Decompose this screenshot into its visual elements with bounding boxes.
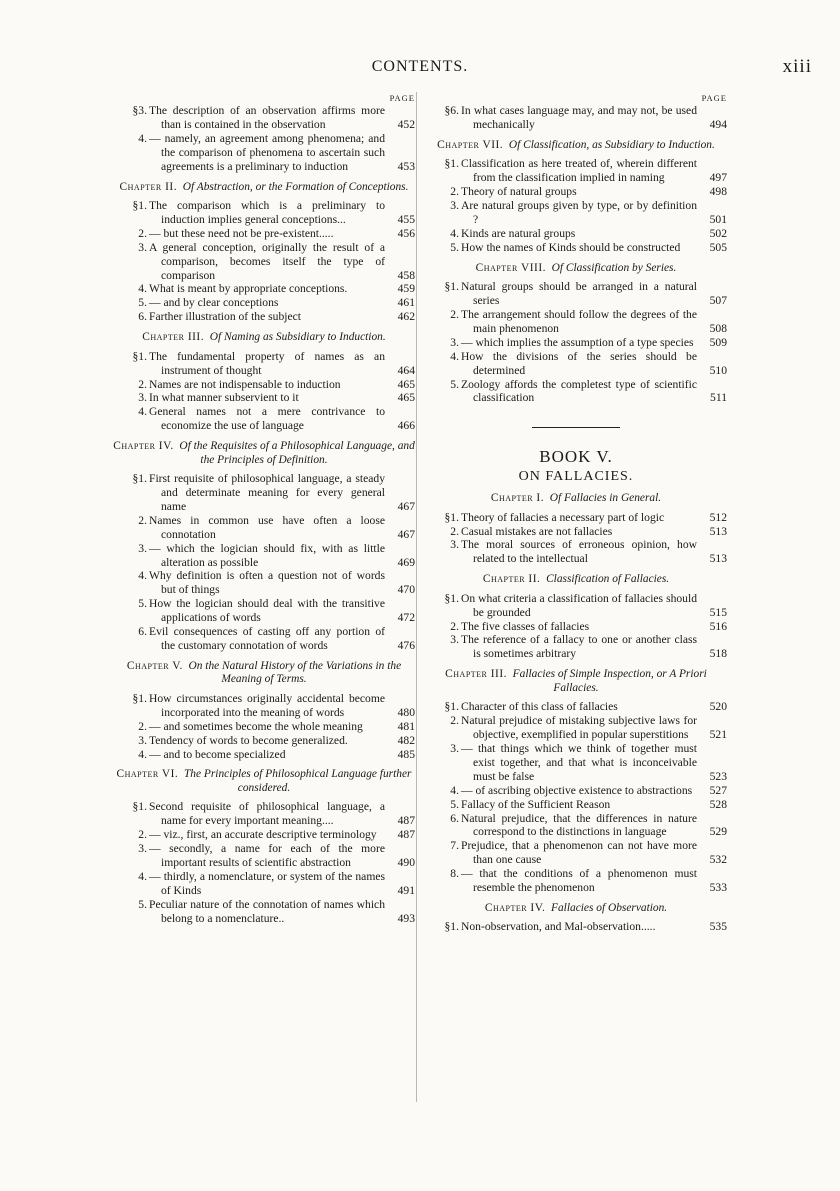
toc-entry[interactable] (113, 132, 415, 174)
section-number: 3. (450, 335, 459, 349)
section-text: Second requisite of philosophical language, a name for every important meaning.... (149, 800, 385, 828)
page-ref: 498 (709, 185, 727, 199)
chapter-heading (425, 262, 727, 276)
section-number: 2. (450, 185, 459, 199)
page-ref: 490 (397, 856, 415, 870)
section-text: Fallacy of the Sufficient Reason (461, 797, 611, 811)
section-text: Classification as here treated of, wherein different from the classification implied in naming (461, 157, 697, 185)
page-ref: 456 (397, 226, 415, 240)
section-number: 3. (450, 633, 459, 647)
toc-entry[interactable] (113, 625, 415, 653)
toc-entry[interactable] (113, 241, 415, 283)
section-number: 5. (450, 797, 459, 811)
entries (113, 800, 415, 925)
chapter-title: Of Abstraction, or the Formation of Conceptions. (182, 180, 409, 193)
page-ref: 482 (397, 733, 415, 747)
chapter-title: Of the Requisites of a Philosophical Language, and the Principles of Definition. (179, 440, 415, 466)
page-ref: 472 (397, 611, 415, 625)
section-text: — thirdly, a nomenclature, or system of the names of Kinds (149, 869, 385, 897)
section-text: Are natural groups given by type, or by definition ? (461, 199, 697, 226)
section-number: 4. (138, 869, 147, 883)
toc-entry[interactable] (425, 525, 727, 539)
page-ref: 493 (397, 911, 415, 925)
page-ref: 518 (709, 647, 727, 661)
page-ref: 480 (397, 705, 415, 719)
chapter-title: Of Fallacies in General. (549, 492, 662, 505)
section-number: 5. (138, 597, 147, 611)
section-rule (532, 427, 620, 428)
page-ref: 511 (710, 391, 727, 405)
section-text: — namely, an agreement among phenomena; and the comparison of phenomena to ascertain such agreements is a preliminary to induction (149, 131, 385, 173)
section-text: Kinds are natural groups (461, 226, 576, 240)
chapter-title: Of Classification by Series. (551, 261, 677, 274)
right-column (425, 92, 727, 934)
section-number: 2. (450, 714, 459, 728)
chapter-heading (113, 768, 415, 795)
toc-entry[interactable] (113, 597, 415, 625)
section-text: Peculiar nature of the connotation of names which belong to a nomenclature.. (149, 897, 385, 925)
toc-entry[interactable] (425, 920, 727, 934)
section-number: §1. (444, 510, 459, 524)
section-number: 5. (450, 240, 459, 254)
entries (113, 472, 415, 653)
toc-entry[interactable] (425, 620, 727, 634)
toc-entry[interactable] (113, 898, 415, 926)
section-text: Farther illustration of the subject (149, 310, 301, 324)
section-text: Natural prejudice of mistaking subjective laws for objective, exemplified in popular superstitions (461, 714, 697, 742)
section-number: §1. (444, 920, 459, 934)
page-column-label: PAGE (389, 93, 415, 103)
section-text: Evil consequences of casting off any portion of the customary connotation of words (149, 625, 385, 652)
toc-entry[interactable] (113, 748, 415, 762)
chapter-title: Classification of Fallacies. (546, 573, 670, 586)
section-text: — of ascribing objective existence to abstractions (461, 783, 693, 797)
section-text: How the logician should deal with the transitive applications of words (149, 597, 385, 625)
section-text: — and sometimes become the whole meaning (149, 719, 363, 733)
section-number: §1. (444, 280, 459, 294)
chapter-title: Of Naming as Subsidiary to Induction. (209, 331, 386, 344)
page-ref: 510 (709, 363, 727, 377)
section-text: First requisite of philosophical language, a steady and determinate meaning for every general name (149, 472, 385, 513)
section-text: — which the logician should fix, with as little alteration as possible (149, 541, 385, 569)
toc-entry[interactable] (425, 104, 727, 132)
section-number: 6. (138, 625, 147, 639)
toc-entry[interactable] (113, 542, 415, 570)
toc-entry[interactable] (113, 734, 415, 748)
page-ref: 487 (397, 828, 415, 842)
section-text: Non-observation, and Mal-observation..... (461, 920, 656, 934)
page-ref: 502 (709, 226, 727, 240)
page-ref: 533 (709, 881, 727, 895)
section-text: The fundamental property of names as an instrument of thought (149, 349, 385, 377)
chapter-heading (425, 492, 727, 506)
section-text: In what manner subservient to it (149, 391, 299, 405)
toc-entry[interactable] (425, 700, 727, 714)
chapter-heading (425, 668, 727, 695)
toc-entry[interactable] (113, 378, 415, 392)
page-ref: 528 (709, 797, 727, 811)
entries (113, 104, 415, 174)
chapter-heading (425, 573, 727, 587)
page-ref: 507 (709, 294, 727, 308)
chapter-title: Fallacies of Observation. (551, 901, 668, 914)
section-number: 3. (138, 733, 147, 747)
toc-entry[interactable] (425, 157, 727, 185)
section-text: Character of this class of fallacies (461, 700, 618, 714)
section-number: 6. (138, 310, 147, 324)
section-number: 3. (138, 240, 147, 254)
page-ref: 455 (397, 212, 415, 226)
page-ref: 501 (709, 212, 727, 226)
section-number: 4. (450, 783, 459, 797)
page-ref: 481 (397, 719, 415, 733)
page-ref: 462 (397, 310, 415, 324)
page-ref: 469 (397, 555, 415, 569)
toc-entry[interactable] (425, 280, 727, 308)
page-ref: 523 (709, 769, 727, 783)
section-text: Natural prejudice, that the differences in nature correspond to the distinctions in language (461, 811, 697, 839)
section-number: §1. (444, 700, 459, 714)
section-number: 4. (450, 226, 459, 240)
entries (425, 104, 727, 132)
page-ref: 513 (709, 524, 727, 538)
toc-entry[interactable] (113, 472, 415, 514)
toc-entry[interactable] (425, 798, 727, 812)
chapter-label: Chapter V. (126, 659, 183, 672)
section-text: The moral sources of erroneous opinion, how related to the intellectual (461, 538, 697, 566)
chapter-label: Chapter II. (119, 180, 178, 193)
section-number: 2. (138, 719, 147, 733)
section-text: In what cases language may, and may not, be used mechanically (461, 104, 697, 131)
page-ref: 464 (397, 363, 415, 377)
section-number: §6. (444, 104, 459, 117)
toc-entry[interactable] (113, 310, 415, 324)
chapter-label: Chapter II. (482, 573, 541, 586)
page-ref: 458 (397, 268, 415, 282)
toc-entry[interactable] (425, 350, 727, 378)
section-number: 2. (450, 619, 459, 633)
section-number: 2. (138, 828, 147, 842)
chapter-heading (113, 181, 415, 195)
section-text: — which implies the assumption of a type species (461, 335, 694, 349)
section-number: 3. (138, 541, 147, 555)
section-number: 4. (138, 569, 147, 583)
section-text: The arrangement should follow the degrees of the main phenomenon (461, 307, 697, 335)
page-ref: 513 (709, 552, 727, 566)
page-ref: 505 (709, 240, 727, 254)
page-ref: 459 (397, 282, 415, 296)
section-number: 4. (138, 282, 147, 296)
section-text: On what criteria a classification of fallacies should be grounded (461, 591, 697, 619)
toc-entry[interactable] (425, 784, 727, 798)
entries (425, 700, 727, 895)
section-number: 3. (138, 842, 147, 856)
toc-entry[interactable] (425, 538, 727, 566)
chapter-label: Chapter VIII. (475, 261, 546, 274)
column-divider (416, 92, 417, 1102)
page-ref: 527 (709, 783, 727, 797)
section-number: 2. (138, 377, 147, 391)
entries (425, 592, 727, 662)
section-number: 2. (138, 513, 147, 527)
section-text: What is meant by appropriate conceptions. (149, 282, 348, 296)
section-number: 4. (450, 349, 459, 363)
page-ref: 516 (709, 619, 727, 633)
toc-entry[interactable] (425, 839, 727, 867)
page-ref: 535 (709, 920, 727, 934)
section-text: How the names of Kinds should be constructed (461, 240, 681, 254)
toc-entry[interactable] (113, 842, 415, 870)
toc-entry[interactable] (425, 812, 727, 840)
toc-entry[interactable] (425, 308, 727, 336)
book-subtitle: ON FALLACIES. (518, 469, 634, 485)
toc-entry[interactable] (425, 336, 727, 350)
page-ref: 520 (709, 700, 727, 714)
toc-entry[interactable] (113, 692, 415, 720)
chapter-title: Fallacies of Simple Inspection, or A Priori Fallacies. (512, 668, 707, 694)
toc-entry[interactable] (425, 378, 727, 406)
section-text: — that the conditions of a phenomenon must resemble the phenomenon (461, 867, 697, 895)
toc-entry[interactable] (113, 227, 415, 241)
toc-entry[interactable] (113, 405, 415, 433)
toc-entry[interactable] (425, 227, 727, 241)
entries (425, 920, 727, 934)
page-ref: 512 (709, 510, 727, 524)
page-ref: 487 (397, 814, 415, 828)
entries (425, 280, 727, 405)
page-ref: 485 (397, 747, 415, 761)
toc-entry[interactable] (113, 800, 415, 828)
section-number: §1. (132, 472, 147, 486)
book-title: BOOK V. (539, 447, 613, 467)
toc-entry[interactable] (113, 296, 415, 310)
section-text: Theory of fallacies a necessary part of logic (461, 510, 665, 524)
chapter-heading (113, 331, 415, 345)
entries (113, 350, 415, 433)
page-ref: 491 (397, 883, 415, 897)
page-ref: 466 (397, 419, 415, 433)
chapter-title: On the Natural History of the Variations in the Meaning of Terms. (188, 659, 402, 686)
section-text: The comparison which is a preliminary to induction implies general conceptions... (149, 199, 385, 226)
section-number: 5. (450, 377, 459, 391)
chapter-label: Chapter III. (142, 331, 205, 344)
toc-entry[interactable] (113, 569, 415, 597)
page-header (0, 58, 840, 82)
section-text: Prejudice, that a phenomenon can not have more than one cause (461, 839, 697, 867)
section-number: §1. (444, 591, 459, 605)
section-text: — secondly, a name for each of the more important results of scientific abstraction (149, 842, 385, 870)
section-text: Why definition is often a question not of words but of things (149, 569, 385, 597)
section-number: 2. (450, 307, 459, 321)
section-number: §1. (132, 691, 147, 705)
section-text: Theory of natural groups (461, 185, 577, 199)
section-number: 2. (450, 524, 459, 538)
chapter-label: Chapter III. (445, 668, 507, 681)
section-number: §3. (132, 104, 147, 117)
section-number: 2. (138, 226, 147, 240)
chapter-heading (425, 139, 727, 153)
section-text: The five classes of fallacies (461, 619, 590, 633)
toc-entry[interactable] (113, 514, 415, 542)
chapter-title: The Principles of Philosophical Language further considered. (183, 768, 412, 794)
toc-entry[interactable] (425, 633, 727, 661)
toc-entry[interactable] (113, 282, 415, 296)
chapter-label: Chapter VI. (116, 768, 179, 781)
section-number: 4. (138, 747, 147, 761)
section-number: 6. (450, 811, 459, 825)
section-number: 4. (138, 131, 147, 145)
page-ref: 497 (709, 171, 727, 185)
toc-entry[interactable] (425, 241, 727, 255)
toc-entry[interactable] (425, 714, 727, 742)
section-text: How the divisions of the series should be determined (461, 349, 697, 377)
section-text: General names not a mere contrivance to economize the use of language (149, 405, 385, 433)
toc-entry[interactable] (425, 742, 727, 784)
page-ref: 532 (709, 853, 727, 867)
section-text: — viz., first, an accurate descriptive terminology (149, 828, 377, 842)
page-ref: 470 (397, 583, 415, 597)
toc-entry[interactable] (425, 592, 727, 620)
section-number: 5. (138, 897, 147, 911)
section-text: Tendency of words to become generalized. (149, 733, 348, 747)
entries (425, 511, 727, 567)
entries (425, 157, 727, 254)
section-text: — that things which we think of together must exist together, and that what is inconceivable must be false (461, 742, 697, 783)
section-text: — and to become specialized (149, 747, 286, 761)
chapter-label: Chapter VII. (437, 138, 504, 151)
section-number: 3. (450, 199, 459, 213)
section-number: §1. (132, 800, 147, 814)
page-ref: 529 (709, 825, 727, 839)
section-text: Names in common use have often a loose connotation (149, 513, 385, 541)
chapter-title: Of Classification, as Subsidiary to Induction. (508, 138, 715, 151)
section-number: 3. (450, 538, 459, 552)
toc-entry[interactable] (113, 870, 415, 898)
chapter-label: Chapter IV. (484, 901, 546, 914)
toc-entry[interactable] (425, 867, 727, 895)
page-ref: 452 (397, 117, 415, 131)
page-ref: 515 (709, 605, 727, 619)
page-number: xiii (782, 56, 812, 77)
page-ref: 467 (397, 527, 415, 541)
section-number: §1. (132, 349, 147, 363)
toc-entry[interactable] (425, 511, 727, 525)
toc-entry[interactable] (425, 199, 727, 227)
entries (113, 199, 415, 324)
section-number: 4. (138, 405, 147, 419)
chapter-heading (113, 660, 415, 687)
section-text: The description of an observation affirms more than is contained in the observation (149, 104, 385, 131)
section-text: — but these need not be pre-existent..... (149, 226, 334, 240)
page-ref: 465 (397, 377, 415, 391)
section-number: §1. (444, 157, 459, 171)
left-column (113, 92, 415, 926)
page-ref: 494 (709, 117, 727, 131)
running-title: CONTENTS. (371, 58, 469, 75)
chapter-heading (425, 902, 727, 916)
section-number: 5. (138, 296, 147, 310)
page-column-label: PAGE (701, 93, 727, 103)
chapter-label: Chapter I. (490, 492, 545, 505)
section-text: Names are not indispensable to induction (149, 377, 341, 391)
section-text: — and by clear conceptions (149, 296, 279, 310)
toc-entry[interactable] (113, 720, 415, 734)
toc-entry[interactable] (425, 185, 727, 199)
page-ref: 508 (709, 321, 727, 335)
toc-entry[interactable] (113, 350, 415, 378)
chapter-label: Chapter IV. (113, 440, 174, 453)
page-ref: 476 (397, 639, 415, 652)
chapter-heading (113, 440, 415, 467)
page-ref: 453 (397, 159, 415, 173)
section-text: Natural groups should be arranged in a natural series (461, 280, 697, 308)
section-number: 3. (450, 742, 459, 755)
section-number: §1. (132, 199, 147, 213)
section-number: 3. (138, 391, 147, 405)
toc-entry[interactable] (113, 104, 415, 132)
toc-entry[interactable] (113, 199, 415, 227)
section-text: How circumstances originally accidental become incorporated into the meaning of words (149, 691, 385, 719)
page-ref: 465 (397, 391, 415, 405)
page-ref: 521 (709, 728, 727, 742)
entries (113, 692, 415, 762)
toc-entry[interactable] (113, 391, 415, 405)
section-text: Zoology affords the completest type of scientific classification (461, 377, 697, 405)
page-ref: 467 (397, 499, 415, 513)
toc-entry[interactable] (113, 828, 415, 842)
page-ref: 509 (709, 335, 727, 349)
section-number: 8. (450, 867, 459, 881)
section-number: 7. (450, 839, 459, 853)
section-text: The reference of a fallacy to one or another class is sometimes arbitrary (461, 633, 697, 661)
section-text: A general conception, originally the result of a comparison, becomes itself the type of comparison (149, 240, 385, 282)
page-ref: 461 (397, 296, 415, 310)
section-text: Casual mistakes are not fallacies (461, 524, 613, 538)
